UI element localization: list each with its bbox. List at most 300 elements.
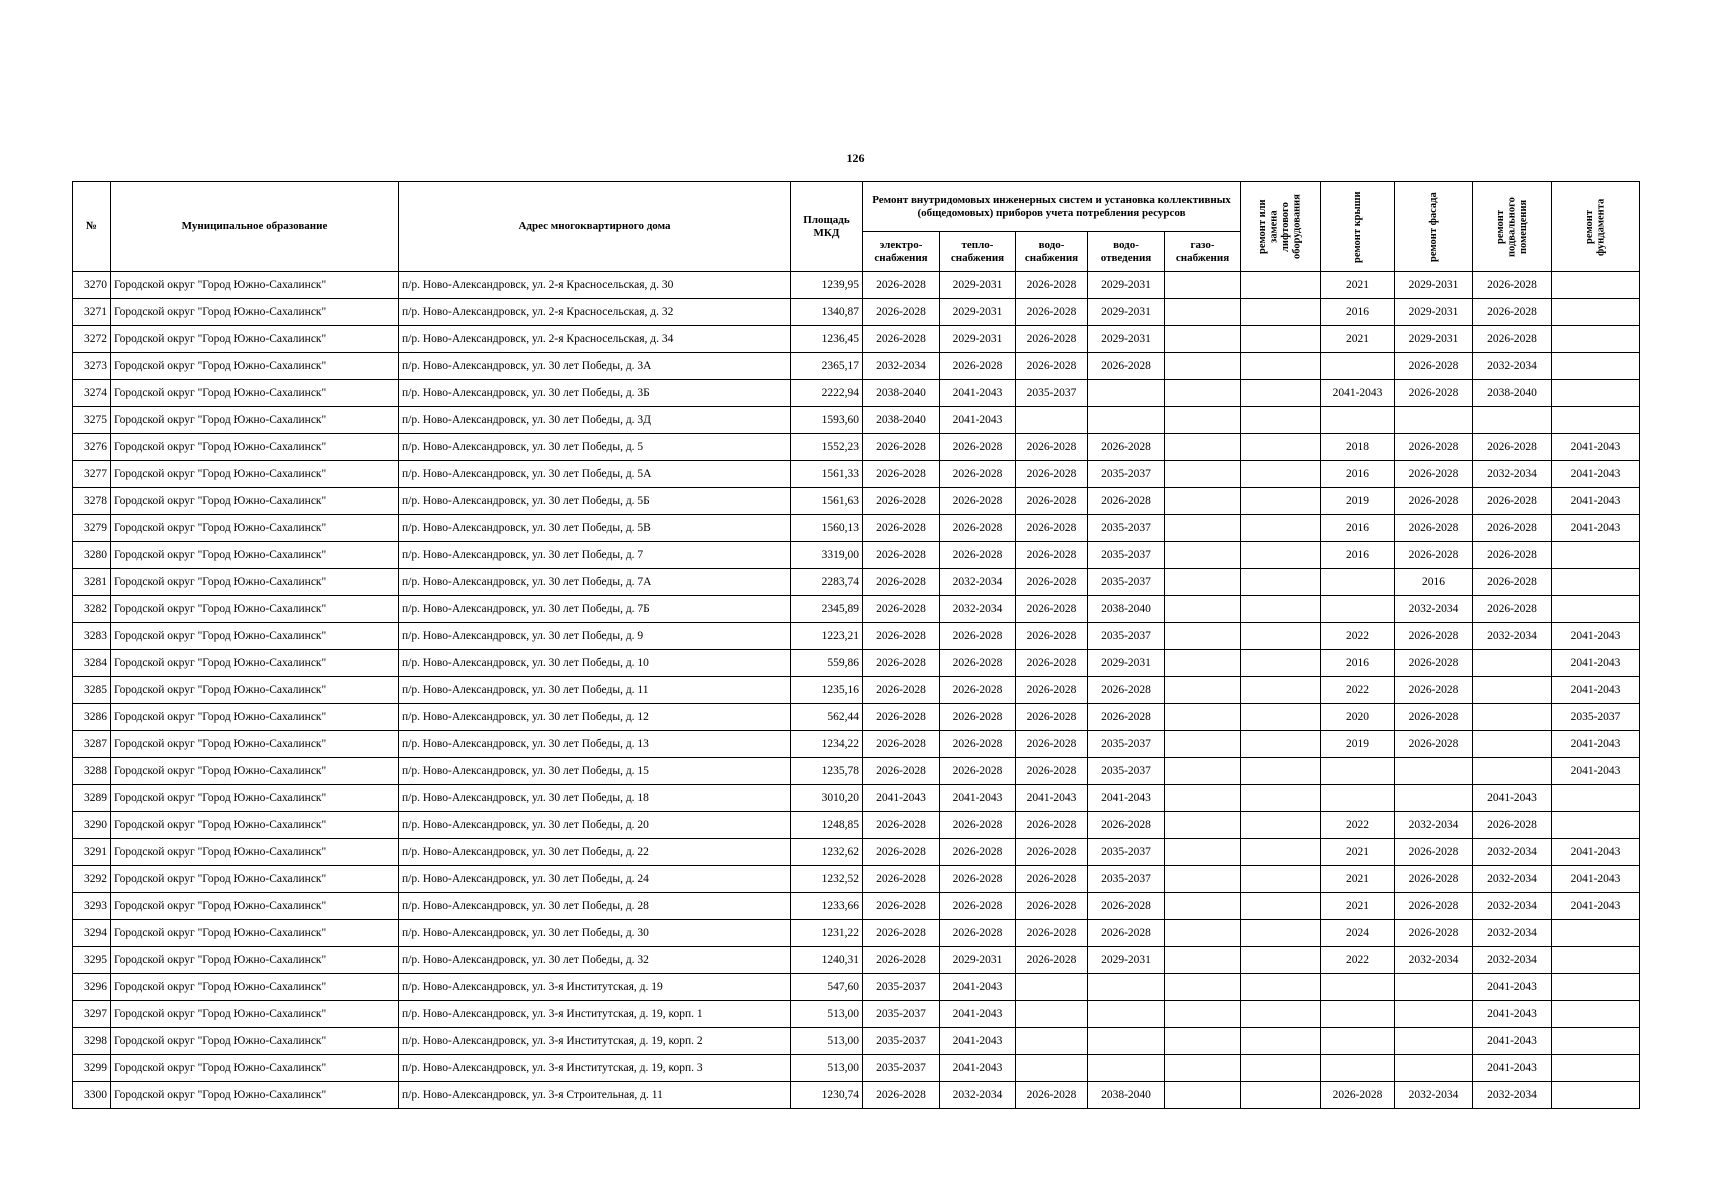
- roof-cell: 2019: [1321, 488, 1395, 515]
- table-row: [73, 731, 1640, 758]
- sewerage-cell: 2035-2037: [1088, 623, 1165, 650]
- facade-cell: 2026-2028: [1395, 866, 1473, 893]
- repair-schedule-table: [72, 181, 1640, 1109]
- table-row: [73, 866, 1640, 893]
- sewerage-cell: [1088, 1001, 1165, 1028]
- water-cell: 2026-2028: [1016, 839, 1088, 866]
- lift-cell: [1241, 1055, 1321, 1082]
- roof-cell: 2041-2043: [1321, 380, 1395, 407]
- address-cell: п/р. Ново-Александровск, ул. 30 лет Победы, д. 20: [399, 812, 791, 839]
- roof-cell: 2016: [1321, 542, 1395, 569]
- sewerage-cell: 2026-2028: [1088, 920, 1165, 947]
- basement-cell: 2032-2034: [1473, 893, 1552, 920]
- electricity-cell: 2035-2037: [863, 1055, 940, 1082]
- header-area: Площадь МКД: [791, 182, 863, 272]
- foundation-cell: [1552, 1001, 1640, 1028]
- municipality-cell: Городской округ "Город Южно-Сахалинск": [111, 1001, 399, 1028]
- municipality-cell: Городской округ "Город Южно-Сахалинск": [111, 785, 399, 812]
- basement-cell: 2026-2028: [1473, 326, 1552, 353]
- table-row: [73, 488, 1640, 515]
- row-number: 3284: [73, 650, 111, 677]
- gas-cell: [1165, 893, 1241, 920]
- gas-cell: [1165, 542, 1241, 569]
- header-address: Адрес многоквартирного дома: [399, 182, 791, 272]
- foundation-cell: [1552, 812, 1640, 839]
- foundation-cell: [1552, 1055, 1640, 1082]
- roof-cell: [1321, 353, 1395, 380]
- row-number: 3273: [73, 353, 111, 380]
- sewerage-cell: 2026-2028: [1088, 893, 1165, 920]
- foundation-cell: 2041-2043: [1552, 650, 1640, 677]
- table-row: [73, 434, 1640, 461]
- facade-cell: [1395, 758, 1473, 785]
- roof-cell: 2020: [1321, 704, 1395, 731]
- basement-cell: 2026-2028: [1473, 596, 1552, 623]
- electricity-cell: 2026-2028: [863, 569, 940, 596]
- facade-cell: 2026-2028: [1395, 623, 1473, 650]
- municipality-cell: Городской округ "Город Южно-Сахалинск": [111, 704, 399, 731]
- lift-cell: [1241, 677, 1321, 704]
- table-row: [73, 1028, 1640, 1055]
- sewerage-cell: 2029-2031: [1088, 650, 1165, 677]
- water-cell: [1016, 1055, 1088, 1082]
- basement-cell: 2032-2034: [1473, 1082, 1552, 1109]
- area-cell: 1552,23: [791, 434, 863, 461]
- heat-cell: 2041-2043: [940, 1028, 1016, 1055]
- table-row: [73, 326, 1640, 353]
- municipality-cell: Городской округ "Город Южно-Сахалинск": [111, 461, 399, 488]
- heat-cell: 2029-2031: [940, 947, 1016, 974]
- gas-cell: [1165, 623, 1241, 650]
- facade-cell: 2016: [1395, 569, 1473, 596]
- heat-cell: 2029-2031: [940, 272, 1016, 299]
- lift-cell: [1241, 353, 1321, 380]
- water-cell: 2026-2028: [1016, 677, 1088, 704]
- roof-cell: [1321, 758, 1395, 785]
- row-number: 3287: [73, 731, 111, 758]
- water-cell: 2026-2028: [1016, 272, 1088, 299]
- roof-cell: 2024: [1321, 920, 1395, 947]
- address-cell: п/р. Ново-Александровск, ул. 30 лет Победы, д. 12: [399, 704, 791, 731]
- sewerage-cell: 2026-2028: [1088, 677, 1165, 704]
- roof-cell: [1321, 974, 1395, 1001]
- area-cell: 2345,89: [791, 596, 863, 623]
- electricity-cell: 2038-2040: [863, 380, 940, 407]
- lift-cell: [1241, 488, 1321, 515]
- lift-cell: [1241, 461, 1321, 488]
- basement-cell: 2038-2040: [1473, 380, 1552, 407]
- water-cell: 2026-2028: [1016, 596, 1088, 623]
- water-cell: [1016, 407, 1088, 434]
- electricity-cell: 2026-2028: [863, 704, 940, 731]
- basement-cell: [1473, 704, 1552, 731]
- roof-cell: 2021: [1321, 272, 1395, 299]
- header-roof: [1321, 182, 1395, 272]
- basement-cell: 2032-2034: [1473, 920, 1552, 947]
- heat-cell: 2026-2028: [940, 731, 1016, 758]
- area-cell: 1236,45: [791, 326, 863, 353]
- electricity-cell: 2026-2028: [863, 461, 940, 488]
- header-basement-label: ремонт подвального помещения: [1494, 196, 1529, 257]
- lift-cell: [1241, 1001, 1321, 1028]
- basement-cell: 2041-2043: [1473, 1055, 1552, 1082]
- facade-cell: [1395, 1028, 1473, 1055]
- water-cell: 2026-2028: [1016, 920, 1088, 947]
- municipality-cell: Городской округ "Город Южно-Сахалинск": [111, 893, 399, 920]
- heat-cell: 2026-2028: [940, 812, 1016, 839]
- electricity-cell: 2026-2028: [863, 947, 940, 974]
- water-cell: 2026-2028: [1016, 542, 1088, 569]
- facade-cell: [1395, 1055, 1473, 1082]
- electricity-cell: 2026-2028: [863, 623, 940, 650]
- facade-cell: 2026-2028: [1395, 488, 1473, 515]
- row-number: 3291: [73, 839, 111, 866]
- header-num: №: [73, 182, 111, 272]
- basement-cell: [1473, 677, 1552, 704]
- row-number: 3296: [73, 974, 111, 1001]
- table-row: [73, 947, 1640, 974]
- header-engineering-group: Ремонт внутридомовых инженерных систем и установка коллективных (общедомовых) приборов учета потребления ресурсов: [863, 182, 1241, 232]
- electricity-cell: 2026-2028: [863, 812, 940, 839]
- area-cell: 1560,13: [791, 515, 863, 542]
- header-gas: газо-снабжения: [1165, 232, 1241, 272]
- area-cell: 1232,52: [791, 866, 863, 893]
- basement-cell: 2026-2028: [1473, 515, 1552, 542]
- foundation-cell: [1552, 1028, 1640, 1055]
- lift-cell: [1241, 515, 1321, 542]
- header-water: водо-снабжения: [1016, 232, 1088, 272]
- municipality-cell: Городской округ "Город Южно-Сахалинск": [111, 542, 399, 569]
- table-row: [73, 596, 1640, 623]
- area-cell: 513,00: [791, 1028, 863, 1055]
- sewerage-cell: 2026-2028: [1088, 434, 1165, 461]
- roof-cell: [1321, 1028, 1395, 1055]
- facade-cell: 2032-2034: [1395, 812, 1473, 839]
- electricity-cell: 2026-2028: [863, 839, 940, 866]
- municipality-cell: Городской округ "Город Южно-Сахалинск": [111, 569, 399, 596]
- gas-cell: [1165, 272, 1241, 299]
- area-cell: 2283,74: [791, 569, 863, 596]
- header-heat: тепло-снабжения: [940, 232, 1016, 272]
- area-cell: 1230,74: [791, 1082, 863, 1109]
- gas-cell: [1165, 1082, 1241, 1109]
- foundation-cell: 2041-2043: [1552, 758, 1640, 785]
- roof-cell: 2021: [1321, 839, 1395, 866]
- sewerage-cell: 2026-2028: [1088, 812, 1165, 839]
- address-cell: п/р. Ново-Александровск, ул. 30 лет Победы, д. 15: [399, 758, 791, 785]
- water-cell: [1016, 1028, 1088, 1055]
- basement-cell: [1473, 650, 1552, 677]
- area-cell: 3319,00: [791, 542, 863, 569]
- municipality-cell: Городской округ "Город Южно-Сахалинск": [111, 812, 399, 839]
- lift-cell: [1241, 380, 1321, 407]
- electricity-cell: 2026-2028: [863, 893, 940, 920]
- area-cell: 1234,22: [791, 731, 863, 758]
- heat-cell: 2041-2043: [940, 1055, 1016, 1082]
- heat-cell: 2026-2028: [940, 623, 1016, 650]
- foundation-cell: [1552, 569, 1640, 596]
- gas-cell: [1165, 947, 1241, 974]
- heat-cell: 2026-2028: [940, 650, 1016, 677]
- roof-cell: [1321, 596, 1395, 623]
- sewerage-cell: 2035-2037: [1088, 542, 1165, 569]
- roof-cell: 2022: [1321, 677, 1395, 704]
- table-row: [73, 1082, 1640, 1109]
- foundation-cell: 2041-2043: [1552, 488, 1640, 515]
- facade-cell: 2029-2031: [1395, 299, 1473, 326]
- facade-cell: 2026-2028: [1395, 353, 1473, 380]
- gas-cell: [1165, 812, 1241, 839]
- foundation-cell: 2035-2037: [1552, 704, 1640, 731]
- lift-cell: [1241, 326, 1321, 353]
- table-header: [73, 182, 1640, 272]
- facade-cell: 2026-2028: [1395, 704, 1473, 731]
- electricity-cell: 2032-2034: [863, 353, 940, 380]
- lift-cell: [1241, 758, 1321, 785]
- lift-cell: [1241, 947, 1321, 974]
- water-cell: 2041-2043: [1016, 785, 1088, 812]
- basement-cell: 2026-2028: [1473, 299, 1552, 326]
- table-row: [73, 893, 1640, 920]
- municipality-cell: Городской округ "Город Южно-Сахалинск": [111, 299, 399, 326]
- municipality-cell: Городской округ "Город Южно-Сахалинск": [111, 650, 399, 677]
- table-row: [73, 920, 1640, 947]
- row-number: 3298: [73, 1028, 111, 1055]
- foundation-cell: 2041-2043: [1552, 677, 1640, 704]
- electricity-cell: 2026-2028: [863, 731, 940, 758]
- header-roof-label: ремонт крыши: [1351, 190, 1363, 263]
- row-number: 3299: [73, 1055, 111, 1082]
- municipality-cell: Городской округ "Город Южно-Сахалинск": [111, 515, 399, 542]
- heat-cell: 2026-2028: [940, 839, 1016, 866]
- foundation-cell: [1552, 272, 1640, 299]
- address-cell: п/р. Ново-Александровск, ул. 3-я Строительная, д. 11: [399, 1082, 791, 1109]
- water-cell: 2026-2028: [1016, 461, 1088, 488]
- roof-cell: [1321, 785, 1395, 812]
- lift-cell: [1241, 866, 1321, 893]
- water-cell: 2026-2028: [1016, 893, 1088, 920]
- facade-cell: 2026-2028: [1395, 920, 1473, 947]
- gas-cell: [1165, 434, 1241, 461]
- municipality-cell: Городской округ "Город Южно-Сахалинск": [111, 623, 399, 650]
- municipality-cell: Городской округ "Город Южно-Сахалинск": [111, 380, 399, 407]
- municipality-cell: Городской округ "Город Южно-Сахалинск": [111, 839, 399, 866]
- facade-cell: 2026-2028: [1395, 380, 1473, 407]
- roof-cell: 2022: [1321, 623, 1395, 650]
- foundation-cell: 2041-2043: [1552, 515, 1640, 542]
- facade-cell: [1395, 407, 1473, 434]
- area-cell: 1248,85: [791, 812, 863, 839]
- address-cell: п/р. Ново-Александровск, ул. 30 лет Победы, д. 3Д: [399, 407, 791, 434]
- lift-cell: [1241, 974, 1321, 1001]
- heat-cell: 2041-2043: [940, 1001, 1016, 1028]
- electricity-cell: 2026-2028: [863, 866, 940, 893]
- address-cell: п/р. Ново-Александровск, ул. 30 лет Победы, д. 3Б: [399, 380, 791, 407]
- row-number: 3285: [73, 677, 111, 704]
- foundation-cell: [1552, 920, 1640, 947]
- heat-cell: 2026-2028: [940, 758, 1016, 785]
- foundation-cell: [1552, 326, 1640, 353]
- area-cell: 1231,22: [791, 920, 863, 947]
- sewerage-cell: 2035-2037: [1088, 461, 1165, 488]
- roof-cell: 2019: [1321, 731, 1395, 758]
- facade-cell: [1395, 974, 1473, 1001]
- municipality-cell: Городской округ "Город Южно-Сахалинск": [111, 866, 399, 893]
- municipality-cell: Городской округ "Город Южно-Сахалинск": [111, 272, 399, 299]
- address-cell: п/р. Ново-Александровск, ул. 2-я Красносельская, д. 34: [399, 326, 791, 353]
- table-row: [73, 515, 1640, 542]
- row-number: 3295: [73, 947, 111, 974]
- header-lift: [1241, 182, 1321, 272]
- row-number: 3274: [73, 380, 111, 407]
- water-cell: [1016, 974, 1088, 1001]
- address-cell: п/р. Ново-Александровск, ул. 30 лет Победы, д. 24: [399, 866, 791, 893]
- electricity-cell: 2026-2028: [863, 920, 940, 947]
- area-cell: 1233,66: [791, 893, 863, 920]
- area-cell: 1240,31: [791, 947, 863, 974]
- municipality-cell: Городской округ "Город Южно-Сахалинск": [111, 488, 399, 515]
- table-row: [73, 758, 1640, 785]
- gas-cell: [1165, 569, 1241, 596]
- electricity-cell: 2026-2028: [863, 650, 940, 677]
- heat-cell: 2032-2034: [940, 596, 1016, 623]
- lift-cell: [1241, 1082, 1321, 1109]
- area-cell: 1561,33: [791, 461, 863, 488]
- address-cell: п/р. Ново-Александровск, ул. 30 лет Победы, д. 3А: [399, 353, 791, 380]
- foundation-cell: 2041-2043: [1552, 893, 1640, 920]
- basement-cell: 2032-2034: [1473, 839, 1552, 866]
- address-cell: п/р. Ново-Александровск, ул. 3-я Институтская, д. 19, корп. 2: [399, 1028, 791, 1055]
- table-row: [73, 704, 1640, 731]
- heat-cell: 2026-2028: [940, 542, 1016, 569]
- gas-cell: [1165, 785, 1241, 812]
- basement-cell: [1473, 407, 1552, 434]
- address-cell: п/р. Ново-Александровск, ул. 30 лет Победы, д. 7А: [399, 569, 791, 596]
- basement-cell: 2041-2043: [1473, 785, 1552, 812]
- address-cell: п/р. Ново-Александровск, ул. 30 лет Победы, д. 5Б: [399, 488, 791, 515]
- facade-cell: 2026-2028: [1395, 461, 1473, 488]
- roof-cell: [1321, 1001, 1395, 1028]
- heat-cell: 2026-2028: [940, 704, 1016, 731]
- roof-cell: 2016: [1321, 299, 1395, 326]
- area-cell: 547,60: [791, 974, 863, 1001]
- heat-cell: 2026-2028: [940, 920, 1016, 947]
- area-cell: 1232,62: [791, 839, 863, 866]
- heat-cell: 2029-2031: [940, 299, 1016, 326]
- header-sewerage: водо-отведения: [1088, 232, 1165, 272]
- foundation-cell: [1552, 596, 1640, 623]
- address-cell: п/р. Ново-Александровск, ул. 30 лет Победы, д. 30: [399, 920, 791, 947]
- header-basement: [1473, 182, 1552, 272]
- row-number: 3272: [73, 326, 111, 353]
- sewerage-cell: 2026-2028: [1088, 704, 1165, 731]
- water-cell: 2026-2028: [1016, 434, 1088, 461]
- foundation-cell: [1552, 947, 1640, 974]
- row-number: 3290: [73, 812, 111, 839]
- water-cell: [1016, 1001, 1088, 1028]
- address-cell: п/р. Ново-Александровск, ул. 30 лет Победы, д. 9: [399, 623, 791, 650]
- water-cell: 2026-2028: [1016, 515, 1088, 542]
- sewerage-cell: 2035-2037: [1088, 515, 1165, 542]
- gas-cell: [1165, 488, 1241, 515]
- header-lift-label: ремонт или замена лифтового оборудования: [1257, 194, 1304, 259]
- sewerage-cell: 2035-2037: [1088, 839, 1165, 866]
- foundation-cell: [1552, 974, 1640, 1001]
- area-cell: 1235,16: [791, 677, 863, 704]
- municipality-cell: Городской округ "Город Южно-Сахалинск": [111, 1082, 399, 1109]
- gas-cell: [1165, 920, 1241, 947]
- foundation-cell: [1552, 1082, 1640, 1109]
- gas-cell: [1165, 1001, 1241, 1028]
- foundation-cell: [1552, 407, 1640, 434]
- sewerage-cell: [1088, 380, 1165, 407]
- table-row: [73, 839, 1640, 866]
- lift-cell: [1241, 731, 1321, 758]
- row-number: 3297: [73, 1001, 111, 1028]
- roof-cell: 2016: [1321, 650, 1395, 677]
- row-number: 3276: [73, 434, 111, 461]
- roof-cell: [1321, 569, 1395, 596]
- header-foundation-label: ремонт фундамента: [1583, 197, 1607, 256]
- basement-cell: [1473, 731, 1552, 758]
- heat-cell: 2041-2043: [940, 380, 1016, 407]
- heat-cell: 2026-2028: [940, 866, 1016, 893]
- row-number: 3289: [73, 785, 111, 812]
- sewerage-cell: 2029-2031: [1088, 947, 1165, 974]
- area-cell: 1593,60: [791, 407, 863, 434]
- sewerage-cell: 2029-2031: [1088, 272, 1165, 299]
- table-row: [73, 1001, 1640, 1028]
- table-row: [73, 542, 1640, 569]
- electricity-cell: 2026-2028: [863, 758, 940, 785]
- municipality-cell: Городской округ "Город Южно-Сахалинск": [111, 353, 399, 380]
- gas-cell: [1165, 515, 1241, 542]
- facade-cell: 2026-2028: [1395, 839, 1473, 866]
- roof-cell: 2016: [1321, 461, 1395, 488]
- basement-cell: 2032-2034: [1473, 947, 1552, 974]
- row-number: 3279: [73, 515, 111, 542]
- electricity-cell: 2026-2028: [863, 272, 940, 299]
- row-number: 3277: [73, 461, 111, 488]
- row-number: 3288: [73, 758, 111, 785]
- water-cell: 2026-2028: [1016, 326, 1088, 353]
- roof-cell: 2021: [1321, 893, 1395, 920]
- table-row: [73, 623, 1640, 650]
- sewerage-cell: 2035-2037: [1088, 731, 1165, 758]
- sewerage-cell: 2035-2037: [1088, 866, 1165, 893]
- row-number: 3293: [73, 893, 111, 920]
- area-cell: 513,00: [791, 1055, 863, 1082]
- address-cell: п/р. Ново-Александровск, ул. 30 лет Победы, д. 5: [399, 434, 791, 461]
- gas-cell: [1165, 758, 1241, 785]
- municipality-cell: Городской округ "Город Южно-Сахалинск": [111, 731, 399, 758]
- electricity-cell: 2026-2028: [863, 542, 940, 569]
- table-row: [73, 677, 1640, 704]
- municipality-cell: Городской округ "Город Южно-Сахалинск": [111, 1055, 399, 1082]
- address-cell: п/р. Ново-Александровск, ул. 30 лет Победы, д. 32: [399, 947, 791, 974]
- address-cell: п/р. Ново-Александровск, ул. 3-я Институтская, д. 19, корп. 3: [399, 1055, 791, 1082]
- foundation-cell: 2041-2043: [1552, 731, 1640, 758]
- facade-cell: 2026-2028: [1395, 542, 1473, 569]
- sewerage-cell: 2035-2037: [1088, 569, 1165, 596]
- gas-cell: [1165, 407, 1241, 434]
- lift-cell: [1241, 704, 1321, 731]
- lift-cell: [1241, 407, 1321, 434]
- gas-cell: [1165, 353, 1241, 380]
- table-row: [73, 1055, 1640, 1082]
- municipality-cell: Городской округ "Город Южно-Сахалинск": [111, 326, 399, 353]
- basement-cell: [1473, 758, 1552, 785]
